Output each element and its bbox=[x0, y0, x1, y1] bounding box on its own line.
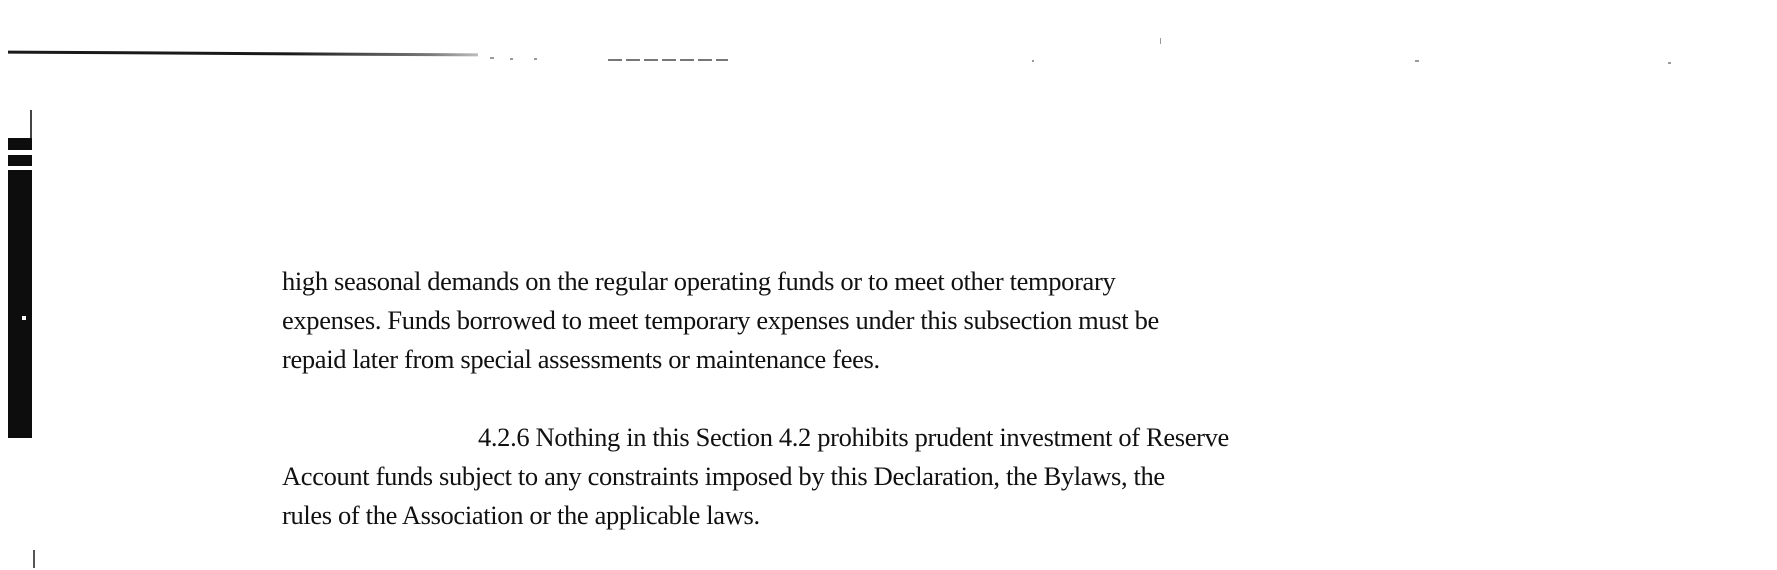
text-line: high seasonal demands on the regular operating funds or to meet other temporary bbox=[282, 266, 1116, 296]
scan-binding-bar bbox=[8, 155, 32, 438]
paragraph-borrowed-funds bbox=[282, 262, 1462, 379]
scan-speck bbox=[1032, 60, 1034, 62]
scan-speck bbox=[1160, 38, 1161, 44]
scan-binding-gap bbox=[8, 166, 32, 170]
scan-binding-block bbox=[8, 138, 32, 150]
text-line: Account funds subject to any constraints imposed by this Declaration, the Bylaws, the bbox=[282, 461, 1165, 491]
text-line: rules of the Association or the applicable laws. bbox=[282, 500, 760, 530]
paragraph-section-4-2-6 bbox=[282, 418, 1462, 535]
text-line-indented bbox=[282, 418, 1462, 457]
text-line: expenses. Funds borrowed to meet temporary expenses under this subsection must be bbox=[282, 305, 1159, 335]
text-line: 4.2.6 Nothing in this Section 4.2 prohibits prudent investment of Reserve bbox=[478, 422, 1229, 452]
scan-binding-notch bbox=[22, 316, 26, 320]
scan-speck bbox=[1415, 60, 1419, 62]
scan-top-rule-fragment bbox=[608, 59, 728, 61]
scan-top-rule bbox=[8, 51, 478, 57]
scan-speck bbox=[1668, 62, 1671, 64]
scan-speck bbox=[490, 57, 494, 59]
text-line: repaid later from special assessments or maintenance fees. bbox=[282, 344, 880, 374]
scan-speck bbox=[534, 58, 537, 60]
scan-margin-tick bbox=[33, 550, 35, 568]
scan-speck bbox=[510, 58, 513, 60]
scan-margin-tick bbox=[30, 110, 32, 140]
